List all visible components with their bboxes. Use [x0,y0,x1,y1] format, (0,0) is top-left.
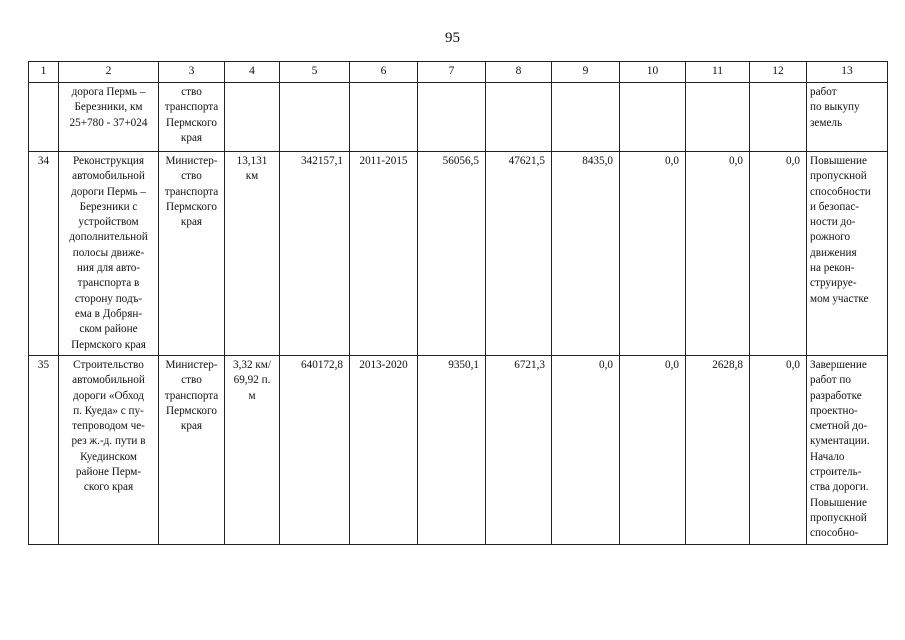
column-header: 11 [686,62,750,83]
column-header: 6 [350,62,418,83]
cell-cost: 640172,8 [280,356,350,545]
cell-executor: ство транспорта Пермского края [159,83,225,152]
cell-c9: 8435,0 [552,152,620,356]
column-header: 2 [59,62,159,83]
program-table [28,61,888,545]
cell-c8: 47621,5 [486,152,552,356]
column-header: 1 [29,62,59,83]
cell-no: 35 [29,356,59,545]
cell-result: работ по выкупу земель [807,83,888,152]
cell-name: дорога Пермь – Березники, км 25+780 - 37+024 [59,83,159,152]
table-row-continuation [29,83,888,152]
cell-no: 34 [29,152,59,356]
cell-cost [280,83,350,152]
cell-c10: 0,0 [620,152,686,356]
table-header-row [29,62,888,83]
cell-c8: 6721,3 [486,356,552,545]
column-header: 7 [418,62,486,83]
cell-c12: 0,0 [750,152,807,356]
table-row [29,152,888,356]
cell-c7: 56056,5 [418,152,486,356]
column-header: 12 [750,62,807,83]
cell-length: 13,131 км [225,152,280,356]
column-header: 3 [159,62,225,83]
column-header: 4 [225,62,280,83]
column-header: 9 [552,62,620,83]
cell-name: Строительство автомобильной дороги «Обход п. Куеда» с пу- тепроводом че- рез ж.-д. пути в Куединском районе Перм- ского края [59,356,159,545]
column-header: 8 [486,62,552,83]
column-header: 5 [280,62,350,83]
cell-c11: 2628,8 [686,356,750,545]
cell-c9 [552,83,620,152]
cell-c12: 0,0 [750,356,807,545]
cell-c8 [486,83,552,152]
table-row [29,356,888,545]
cell-c11 [686,83,750,152]
cell-name: Реконструкция автомобильной дороги Пермь – Березники с устройством дополнительной полосы движе- ния для авто- транспорта в сторону подъ- ема в Добрян- ском районе Пермского края [59,152,159,356]
page-number: 95 [445,30,460,46]
cell-result: Завершение работ по разработке проектно- сметной до- кументации. Начало строитель- ства дороги. Повышение пропускной способно- [807,356,888,545]
cell-result: Повышение пропускной способности и безопас- ности до- рожного движения на рекон- струируе- мом участке [807,152,888,356]
cell-length: 3,32 км/ 69,92 п. м [225,356,280,545]
cell-period: 2011-2015 [350,152,418,356]
cell-c7: 9350,1 [418,356,486,545]
cell-cost: 342157,1 [280,152,350,356]
cell-length [225,83,280,152]
cell-c9: 0,0 [552,356,620,545]
column-header: 13 [807,62,888,83]
cell-executor: Министер- ство транспорта Пермского края [159,152,225,356]
cell-c7 [418,83,486,152]
column-header: 10 [620,62,686,83]
cell-period [350,83,418,152]
cell-c11: 0,0 [686,152,750,356]
cell-executor: Министер- ство транспорта Пермского края [159,356,225,545]
cell-c12 [750,83,807,152]
cell-c10 [620,83,686,152]
cell-no [29,83,59,152]
cell-c10: 0,0 [620,356,686,545]
cell-period: 2013-2020 [350,356,418,545]
